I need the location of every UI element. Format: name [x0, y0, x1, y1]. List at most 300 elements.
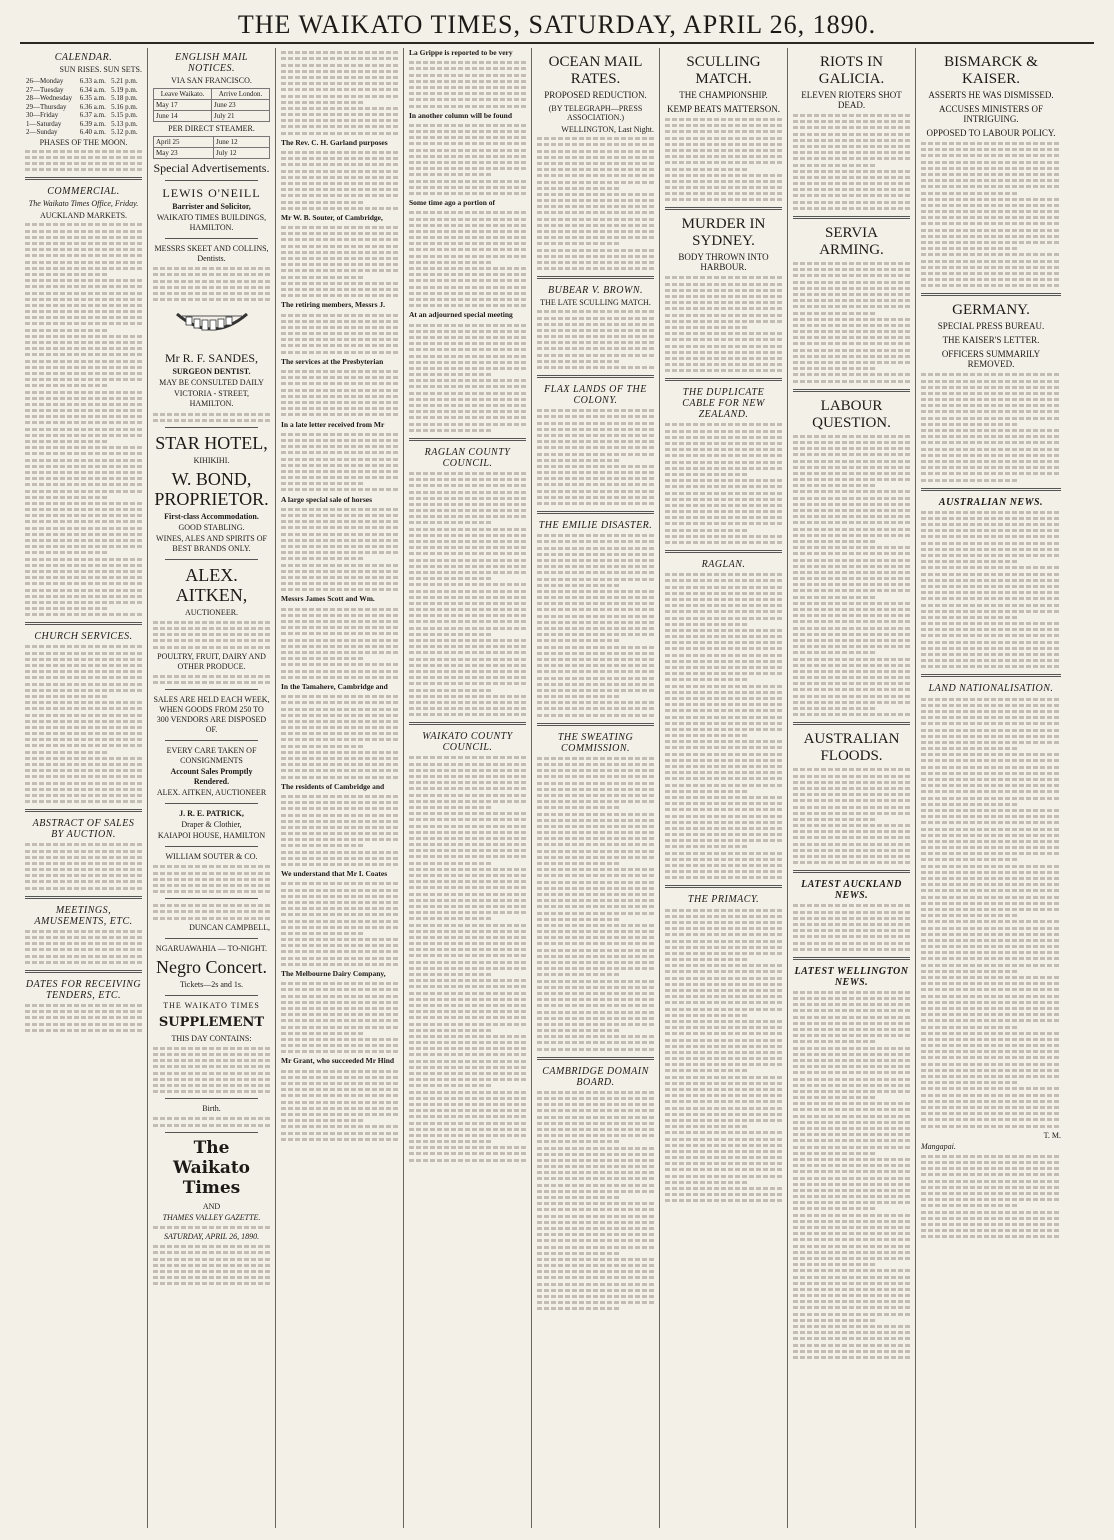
skeet-collins: MESSRS SKEET AND COLLINS, Dentists. — [154, 244, 269, 263]
text-line — [921, 161, 1061, 164]
text-line — [537, 415, 654, 418]
text-line — [281, 132, 398, 135]
text-line — [25, 1023, 142, 1026]
text-line — [281, 382, 398, 385]
text-line — [793, 373, 910, 376]
text-line — [921, 858, 1019, 861]
bond-proprietor: W. BOND, PROPRIETOR. — [154, 468, 269, 509]
article-text — [281, 151, 398, 210]
text-line — [793, 1263, 875, 1266]
text-line — [921, 877, 1061, 880]
text-line — [921, 1001, 1061, 1004]
text-line — [665, 442, 782, 445]
text-line — [665, 504, 782, 507]
bubear-sub: THE LATE SCULLING MATCH. — [540, 298, 651, 308]
text-line — [665, 473, 747, 476]
text-line — [25, 570, 142, 573]
text-line — [281, 482, 363, 485]
text-line — [537, 874, 654, 877]
text-line — [665, 933, 782, 936]
text-line — [409, 361, 526, 364]
text-line — [665, 1069, 747, 1072]
text-line — [793, 367, 875, 370]
text-line — [409, 1103, 526, 1106]
aitken-2: ALEX. AITKEN, AUCTIONEER — [156, 788, 267, 798]
text-line — [793, 1201, 910, 1204]
text-line — [281, 708, 398, 711]
text-line — [665, 654, 782, 657]
text-line — [537, 856, 654, 859]
text-line — [793, 1040, 875, 1043]
text-line — [921, 272, 1061, 275]
text-line — [793, 1115, 910, 1118]
souter-ad: WILLIAM SOUTER & CO. — [165, 852, 258, 862]
text-line — [793, 126, 910, 129]
text-line — [537, 695, 619, 698]
text-line — [921, 604, 1061, 607]
text-line — [281, 932, 363, 935]
waikato-council-heading: WAIKATO COUNTY COUNCIL. — [422, 731, 513, 754]
text-line — [25, 347, 142, 350]
text-line — [793, 1356, 910, 1359]
text-line — [921, 741, 1061, 744]
tenders-heading: DATES FOR RECEIVING TENDERS, ETC. — [25, 978, 142, 1001]
text-line — [25, 514, 142, 517]
scott-messrs: Messrs James Scott and Wm. — [281, 594, 375, 604]
text-line — [665, 864, 782, 867]
star-place: KIHIKIHI. — [193, 455, 230, 465]
text-line — [921, 665, 1061, 668]
text-line — [665, 716, 782, 719]
text-line — [793, 521, 910, 524]
text-line — [25, 545, 142, 548]
text-line — [25, 955, 142, 958]
text-line — [665, 283, 782, 286]
text-line — [537, 862, 619, 865]
text-line — [793, 268, 910, 271]
text-line — [409, 880, 526, 883]
text-line — [921, 1026, 1019, 1029]
text-line — [921, 976, 1061, 979]
wellington-news-heading: LATEST WELLINGTON NEWS. — [794, 965, 909, 988]
text-line — [793, 188, 910, 191]
text-line — [921, 1204, 1019, 1207]
text-line — [537, 912, 654, 915]
text-line — [793, 1108, 910, 1111]
text-line — [793, 1133, 910, 1136]
text-line — [537, 615, 654, 618]
text-line — [281, 182, 398, 185]
column-8 — [916, 48, 1066, 1528]
text-line — [921, 1007, 1061, 1010]
text-line — [281, 520, 398, 523]
ngaruawahia: NGARUAWAHIA — TO-NIGHT. — [155, 943, 268, 953]
text-line — [921, 821, 1061, 824]
text-line — [281, 844, 363, 847]
text-line — [793, 942, 910, 945]
text-line — [537, 187, 619, 190]
text-line — [793, 1232, 910, 1235]
text-line — [25, 582, 142, 585]
text-line — [25, 471, 142, 474]
text-line — [921, 386, 1061, 389]
text-line — [409, 142, 526, 145]
sandes-name: Mr R. F. SANDES, — [164, 351, 259, 366]
text-line — [281, 1088, 398, 1091]
text-line — [793, 1071, 910, 1074]
text-line — [793, 194, 910, 197]
text-line — [793, 991, 910, 994]
text-line — [921, 957, 1061, 960]
article-text — [537, 534, 654, 716]
text-line — [409, 429, 491, 432]
article-text — [409, 756, 526, 1161]
text-line — [665, 461, 782, 464]
text-line — [665, 790, 747, 793]
text-line — [665, 946, 782, 949]
text-line — [921, 523, 1061, 526]
text-line — [921, 591, 1061, 594]
text-line — [25, 564, 142, 567]
column-4 — [404, 48, 532, 1528]
text-line — [281, 814, 398, 817]
text-line — [665, 977, 782, 980]
text-line — [537, 502, 654, 505]
text-line — [409, 1072, 526, 1075]
text-line — [537, 534, 654, 537]
text-line — [281, 445, 398, 448]
text-line — [409, 484, 526, 487]
text-line — [793, 701, 910, 704]
text-line — [665, 1125, 747, 1128]
floods-heading: AUSTRALIAN FLOODS. — [803, 731, 900, 765]
text-line — [409, 324, 526, 327]
text-line — [409, 596, 526, 599]
text-line — [793, 1306, 910, 1309]
text-line — [25, 862, 142, 865]
text-line — [409, 528, 526, 531]
text-line — [665, 635, 782, 638]
text-line — [921, 710, 1061, 713]
text-line — [793, 1003, 910, 1006]
tamahere: In the Tamahere, Cambridge and — [281, 681, 388, 691]
text-line — [921, 479, 1019, 482]
text-line — [281, 1026, 398, 1029]
text-line — [665, 647, 782, 650]
article-text — [665, 118, 782, 201]
text-line — [921, 1019, 1061, 1022]
text-line — [281, 564, 398, 567]
text-line — [665, 970, 782, 973]
text-line — [537, 1196, 619, 1199]
masthead: THE WAIKATO TIMES, SATURDAY, APRIL 26, 1890. — [237, 10, 877, 39]
text-line — [409, 236, 526, 239]
text-line — [793, 490, 910, 493]
text-line — [921, 1044, 1061, 1047]
calendar-row — [25, 111, 142, 120]
text-line — [409, 893, 526, 896]
text-line — [793, 911, 910, 914]
text-line — [665, 467, 782, 470]
article-text — [793, 768, 910, 864]
text-line — [281, 101, 363, 104]
text-line — [409, 211, 526, 214]
text-line — [665, 666, 782, 669]
text-line — [409, 410, 526, 413]
text-line — [409, 800, 526, 803]
text-line — [409, 124, 526, 127]
text-line — [25, 483, 142, 486]
mail-head-arrive: Arrive London. — [212, 89, 270, 100]
text-line — [281, 632, 398, 635]
text-line — [537, 1017, 654, 1020]
text-line — [921, 454, 1061, 457]
text-line — [793, 596, 875, 599]
text-line — [537, 881, 654, 884]
text-line — [793, 164, 875, 167]
text-line — [921, 373, 1061, 376]
text-line — [25, 720, 142, 723]
text-line — [793, 441, 910, 444]
mr-grant: Mr Grant, who succeeded Mr Hind — [281, 1056, 395, 1066]
text-line — [537, 608, 654, 611]
text-line — [25, 421, 142, 424]
text-line — [409, 1029, 491, 1032]
article-text — [793, 262, 910, 383]
text-line — [537, 236, 654, 239]
text-line — [409, 367, 526, 370]
text-line — [921, 945, 1061, 948]
text-line — [409, 509, 526, 512]
text-line — [409, 942, 526, 945]
text-line — [793, 1313, 910, 1316]
text-line — [537, 1091, 654, 1094]
text-line — [409, 695, 526, 698]
text-line — [409, 763, 526, 766]
article-text — [793, 435, 910, 716]
text-line — [793, 546, 910, 549]
text-line — [537, 1246, 654, 1249]
text-line — [25, 415, 142, 418]
text-line — [281, 1019, 398, 1022]
text-line — [25, 403, 142, 406]
text-line — [409, 186, 526, 189]
text-line — [921, 404, 1061, 407]
column-2 — [148, 48, 276, 1528]
text-line — [793, 336, 910, 339]
text-line — [793, 571, 910, 574]
calendar-cell: 5.19 p.m. — [111, 85, 138, 94]
text-line — [25, 452, 142, 455]
text-line — [665, 833, 782, 836]
good-stabling: GOOD STABLING. — [178, 522, 245, 532]
text-line — [793, 120, 910, 123]
text-line — [793, 515, 910, 518]
text-line — [537, 905, 654, 908]
text-line — [665, 940, 782, 943]
auckland-markets-heading: AUCKLAND MARKETS. — [39, 211, 128, 221]
text-line — [921, 1032, 1061, 1035]
text-line — [793, 1325, 910, 1328]
text-line — [793, 324, 910, 327]
text-line — [793, 917, 910, 920]
text-line — [665, 610, 782, 613]
text-line — [921, 759, 1061, 762]
text-line — [921, 995, 1061, 998]
text-line — [537, 1289, 654, 1292]
text-line — [281, 863, 398, 866]
text-line — [793, 1047, 910, 1050]
text-line — [793, 948, 910, 951]
article-text — [281, 608, 398, 679]
text-line — [537, 701, 654, 704]
text-line — [409, 1047, 526, 1050]
column-5 — [532, 48, 660, 1528]
article-text — [281, 370, 398, 416]
text-line — [665, 118, 782, 121]
account-sales: Account Sales Promptly Rendered. — [170, 767, 253, 787]
text-line — [409, 930, 526, 933]
text-line — [537, 249, 654, 252]
text-line — [665, 815, 782, 818]
text-line — [665, 802, 782, 805]
text-line — [665, 529, 747, 532]
text-line — [793, 1158, 910, 1161]
sculling-heading: SCULLING MATCH. — [686, 54, 761, 87]
calendar-heading: CALENDAR. — [54, 52, 113, 63]
text-line — [281, 508, 398, 511]
text-line — [921, 982, 1061, 985]
text-line — [921, 410, 1061, 413]
text-line — [793, 1090, 910, 1093]
text-line — [793, 274, 910, 277]
text-line — [281, 113, 398, 116]
text-line — [793, 806, 910, 809]
text-line — [409, 373, 491, 376]
labour-heading: LABOUR QUESTION. — [812, 397, 891, 431]
text-line — [281, 726, 398, 729]
text-line — [921, 417, 1061, 420]
text-line — [281, 651, 398, 654]
text-line — [409, 192, 526, 195]
text-line — [921, 597, 1061, 600]
text-line — [793, 682, 910, 685]
text-line — [921, 716, 1061, 719]
bubear-heading: BUBEAR V. BROWN. — [547, 285, 644, 297]
text-line — [921, 634, 1061, 637]
text-line — [665, 436, 782, 439]
text-line — [409, 756, 526, 759]
text-line — [921, 1013, 1061, 1016]
text-line — [409, 472, 526, 475]
text-line — [665, 995, 782, 998]
text-line — [793, 775, 910, 778]
ocean-mail-sub: PROPOSED REDUCTION. — [544, 90, 647, 100]
text-line — [409, 540, 526, 543]
text-line — [409, 105, 526, 108]
text-line — [665, 1094, 782, 1097]
text-line — [409, 267, 526, 270]
text-line — [537, 596, 654, 599]
text-line — [665, 535, 782, 538]
mail-cell: July 21 — [212, 111, 270, 122]
text-line — [281, 170, 398, 173]
text-line — [921, 554, 1061, 557]
text-line — [793, 1276, 910, 1279]
text-line — [409, 167, 526, 170]
text-line — [665, 423, 782, 426]
calendar-cell: 30—Friday — [26, 111, 59, 119]
text-line — [793, 1009, 910, 1012]
text-line — [281, 257, 398, 260]
text-line — [281, 276, 363, 279]
text-line — [409, 812, 526, 815]
text-line — [409, 355, 526, 358]
text-line — [921, 148, 1061, 151]
text-line — [793, 651, 875, 654]
bismarck-heading: BISMARCK & KAISER. — [944, 54, 1038, 87]
text-line — [409, 1041, 526, 1044]
text-line — [409, 1078, 526, 1081]
denture-illustration — [153, 304, 270, 348]
article-text — [665, 276, 782, 372]
text-line — [793, 713, 910, 716]
text-line — [409, 855, 526, 858]
text-line — [793, 824, 910, 827]
text-line — [409, 781, 526, 784]
text-line — [793, 540, 875, 543]
text-line — [921, 579, 1061, 582]
text-line — [665, 983, 782, 986]
text-line — [793, 207, 910, 210]
text-line — [921, 889, 1061, 892]
article-text — [665, 909, 782, 1203]
text-line — [793, 176, 910, 179]
text-line — [25, 800, 142, 803]
text-line — [921, 809, 1061, 812]
text-line — [25, 440, 107, 443]
abstract-sales-text — [25, 843, 142, 889]
text-line — [537, 1202, 654, 1205]
text-line — [921, 210, 1061, 213]
calendar-cell: 2—Sunday — [26, 128, 58, 136]
text-line — [665, 921, 782, 924]
text-line — [281, 620, 398, 623]
text-line — [665, 728, 782, 731]
text-line — [665, 1181, 747, 1184]
text-line — [281, 1107, 398, 1110]
text-line — [793, 695, 910, 698]
text-line — [665, 314, 782, 317]
text-line — [281, 288, 398, 291]
text-line — [537, 366, 654, 369]
text-line — [921, 1173, 1061, 1176]
text-line — [281, 738, 398, 741]
text-line — [921, 429, 1061, 432]
text-line — [793, 1195, 910, 1198]
text-line — [409, 161, 526, 164]
text-line — [537, 775, 654, 778]
text-line — [409, 130, 526, 133]
text-line — [281, 376, 398, 379]
text-line — [793, 1300, 910, 1303]
text-line — [25, 236, 142, 239]
text-line — [921, 865, 1061, 868]
text-line — [409, 491, 526, 494]
text-line — [25, 775, 142, 778]
text-line — [537, 1177, 654, 1180]
text-line — [281, 926, 398, 929]
